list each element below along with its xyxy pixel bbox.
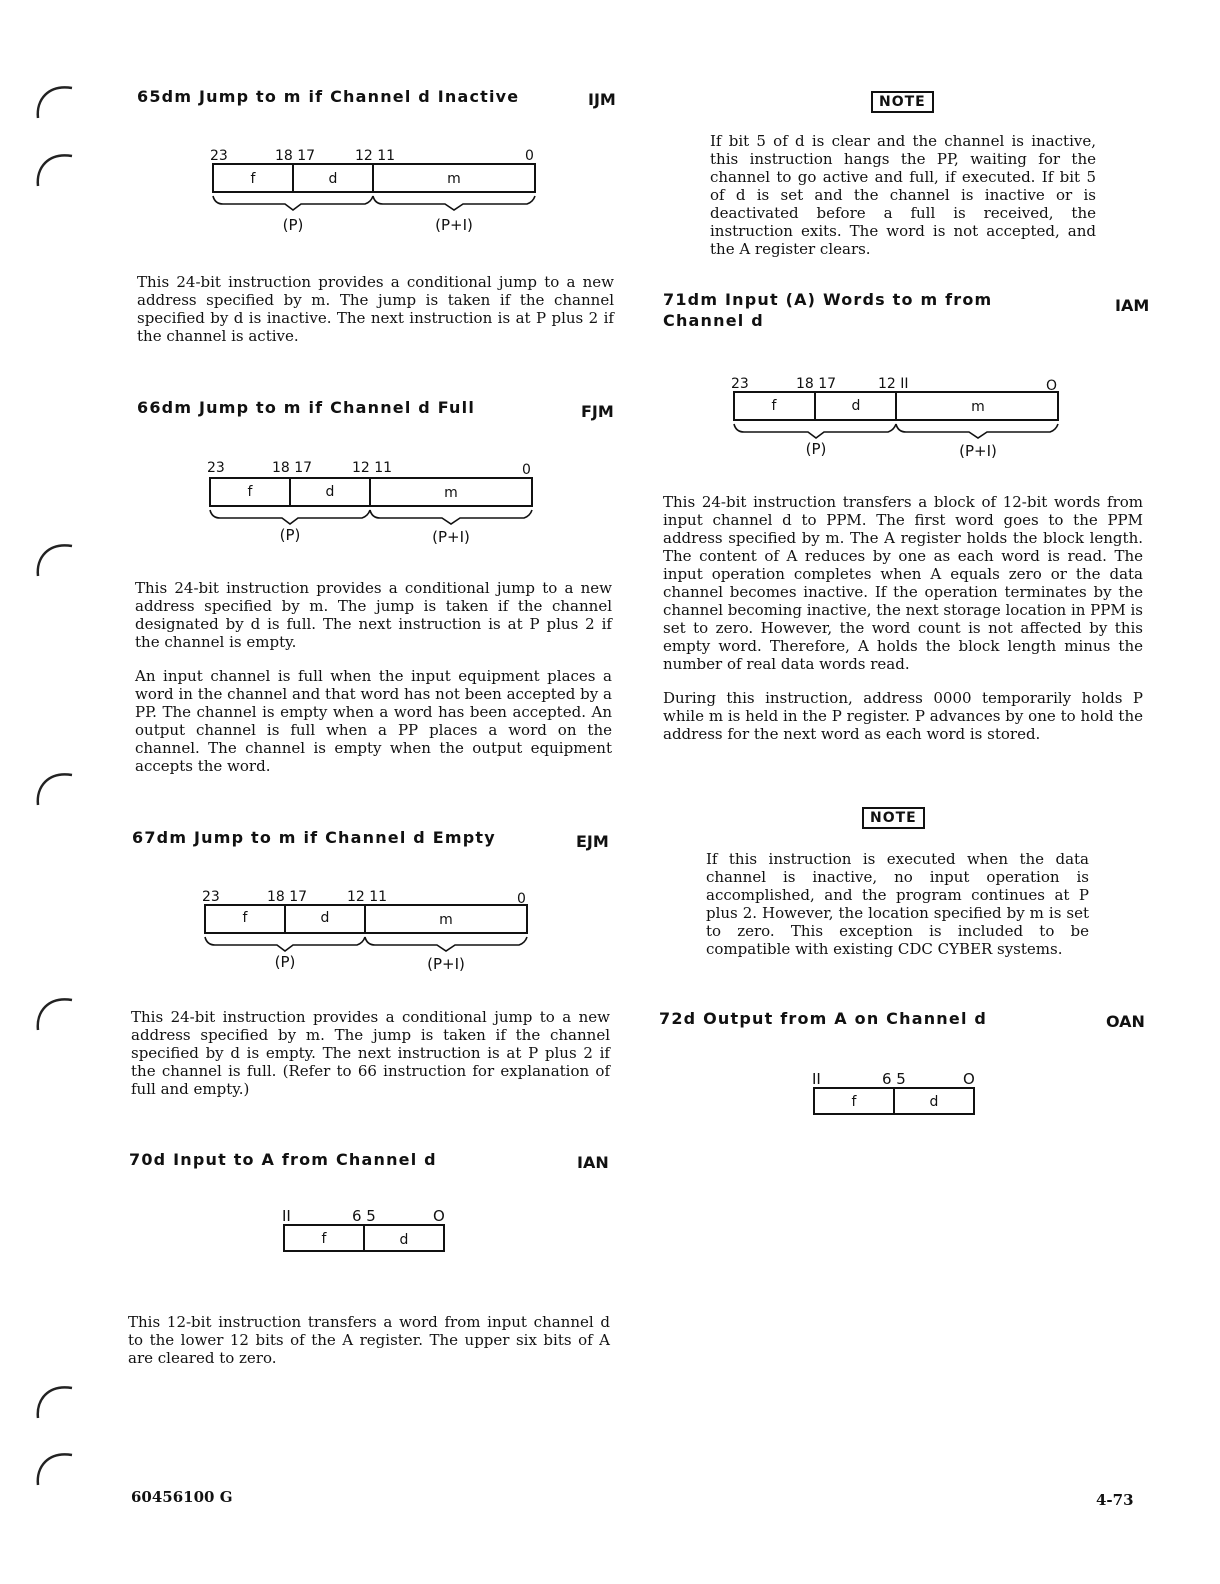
word-label-p1: (P+I) [432, 528, 470, 546]
bit-label: 0 [517, 891, 526, 907]
section-71-heading-line2: Channel d [663, 311, 764, 330]
binder-hole-mark [32, 765, 76, 809]
bit-label: O [433, 1207, 445, 1225]
section-70-mnemonic: IAN [577, 1153, 609, 1172]
word-label-p: (P) [805, 440, 827, 458]
paragraph: This 12-bit instruction transfers a word from input channel d to the lower 12 bits of the A register. The upper six bits of A are cleared to zero. [128, 1313, 610, 1367]
word-label-p: (P) [279, 526, 301, 544]
field-m: m [447, 171, 461, 187]
binder-hole-mark [32, 146, 76, 190]
section-72-heading: 72d Output from A on Channel d [659, 1009, 988, 1028]
paragraph: This 24-bit instruction provides a conditional jump to a new address specified by m. The jump is taken if the channel specified by d is inactive. The next instruction is at P plus 2 if the channel is active. [137, 273, 614, 345]
note-1-body [710, 132, 1096, 274]
field-f: f [321, 1231, 327, 1247]
field-f: f [242, 910, 248, 926]
bit-label: 6 5 [882, 1070, 906, 1088]
section-71-heading-line1: 71dm Input (A) Words to m from [663, 290, 993, 309]
instruction-format-72 [806, 1068, 986, 1118]
note-2-body [706, 850, 1089, 974]
bit-label: O [963, 1070, 975, 1088]
section-67-heading: 67dm Jump to m if Channel d Empty [132, 828, 496, 847]
section-71-body [663, 493, 1143, 759]
field-f: f [771, 398, 777, 414]
bit-label: 18 17 [272, 460, 313, 476]
page-number: 4-73 [1096, 1491, 1134, 1509]
binder-hole-mark [32, 536, 76, 580]
instruction-format-67 [197, 883, 537, 975]
paragraph: If bit 5 of d is clear and the channel is inactive, this instruction hangs the PP, waiting for the channel to go active and full, if executed. If bit 5 of d is set and the channel is inactive or is deactivated before a full is received, the instruction exits. The word is not accepted, and the A register clears. [710, 132, 1096, 258]
bit-label: 12 11 [355, 148, 396, 164]
bit-label: 0 [525, 148, 534, 164]
document-number: 60456100 G [131, 1488, 233, 1506]
section-71-heading [663, 289, 992, 331]
section-65-mnemonic: IJM [588, 90, 616, 109]
field-f: f [247, 484, 253, 500]
field-d: d [320, 910, 330, 926]
field-f: f [851, 1094, 857, 1110]
field-d: d [851, 398, 861, 414]
note-label: NOTE [871, 91, 934, 113]
paragraph: If this instruction is executed when the data channel is inactive, no input operation is accomplished, and the program continues at P plus 2. However, the location specified by m is set to zero. This exception is included to be compatible with existing CDC CYBER systems. [706, 850, 1089, 958]
binder-hole-mark [32, 990, 76, 1034]
bit-label: 18 17 [796, 376, 837, 392]
binder-hole-mark [32, 1445, 76, 1489]
section-65-body [137, 273, 614, 361]
word-label-p1: (P+I) [427, 955, 465, 973]
field-d: d [929, 1094, 939, 1110]
binder-hole-mark [32, 1378, 76, 1422]
field-d: d [399, 1232, 409, 1248]
bit-label: II [282, 1207, 291, 1225]
field-m: m [444, 485, 458, 501]
note-label: NOTE [862, 807, 925, 829]
bit-label: II [812, 1070, 821, 1088]
word-label-p1: (P+I) [959, 442, 997, 460]
field-f: f [250, 171, 256, 187]
word-label-p: (P) [274, 953, 296, 971]
bit-label: O [1046, 378, 1058, 394]
binder-hole-mark [32, 78, 76, 122]
instruction-format-70 [276, 1205, 456, 1255]
field-d: d [328, 171, 338, 187]
bit-label: 23 [210, 148, 228, 164]
bit-label: 23 [202, 889, 220, 905]
section-66-mnemonic: FJM [581, 402, 614, 421]
field-d: d [325, 484, 335, 500]
section-70-heading: 70d Input to A from Channel d [129, 1150, 437, 1169]
section-70-body [128, 1313, 610, 1383]
paragraph: This 24-bit instruction provides a conditional jump to a new address specified by m. The jump is taken if the channel specified by d is empty. The next instruction is at P plus 2 if the channel is full. (Refer to 66 instruction for explanation of full and empty.) [131, 1008, 610, 1098]
instruction-format-66 [202, 456, 542, 548]
bit-label: 23 [207, 460, 225, 476]
bit-label: 23 [731, 376, 749, 392]
word-label-p1: (P+I) [435, 216, 473, 234]
bit-label: 12 II [878, 376, 909, 392]
section-66-body [135, 579, 612, 791]
word-label-p: (P) [282, 216, 304, 234]
section-71-mnemonic: IAM [1115, 296, 1150, 315]
bit-label: 12 11 [347, 889, 388, 905]
bit-label: 0 [522, 462, 531, 478]
paragraph: This 24-bit instruction transfers a block of 12-bit words from input channel d to PPM. The first word goes to the PPM address specified by m. The A register holds the block length. The content of A reduces by one as each word is read. The input operation completes when A equals zero or the data channel becomes inactive. If the operation terminates by the channel becoming inactive, the next storage location in PPM is set to zero. However, the word count is not affected by this empty word. Therefore, A holds the block length minus the number of real data words read. [663, 493, 1143, 673]
instruction-format-65 [205, 144, 545, 236]
section-67-body [131, 1008, 610, 1114]
bit-label: 18 17 [267, 889, 308, 905]
section-65-heading: 65dm Jump to m if Channel d Inactive [137, 87, 520, 106]
instruction-format-71 [726, 372, 1066, 464]
field-m: m [971, 399, 985, 415]
paragraph: An input channel is full when the input equipment places a word in the channel and that word has not been accepted by a PP. The channel is empty when a word has been accepted. An output channel is full when a PP places a word on the channel. The channel is empty when the output equipment accepts the word. [135, 667, 612, 775]
section-67-mnemonic: EJM [576, 832, 609, 851]
section-72-mnemonic: OAN [1106, 1012, 1145, 1031]
bit-label: 6 5 [352, 1207, 376, 1225]
bit-label: 18 17 [275, 148, 316, 164]
paragraph: During this instruction, address 0000 temporarily holds P while m is held in the P register. P advances by one to hold the address for the next word as each word is stored. [663, 689, 1143, 743]
section-66-heading: 66dm Jump to m if Channel d Full [137, 398, 476, 417]
field-m: m [439, 912, 453, 928]
bit-label: 12 11 [352, 460, 393, 476]
paragraph: This 24-bit instruction provides a conditional jump to a new address specified by m. The jump is taken if the channel designated by d is full. The next instruction is at P plus 2 if the channel is empty. [135, 579, 612, 651]
